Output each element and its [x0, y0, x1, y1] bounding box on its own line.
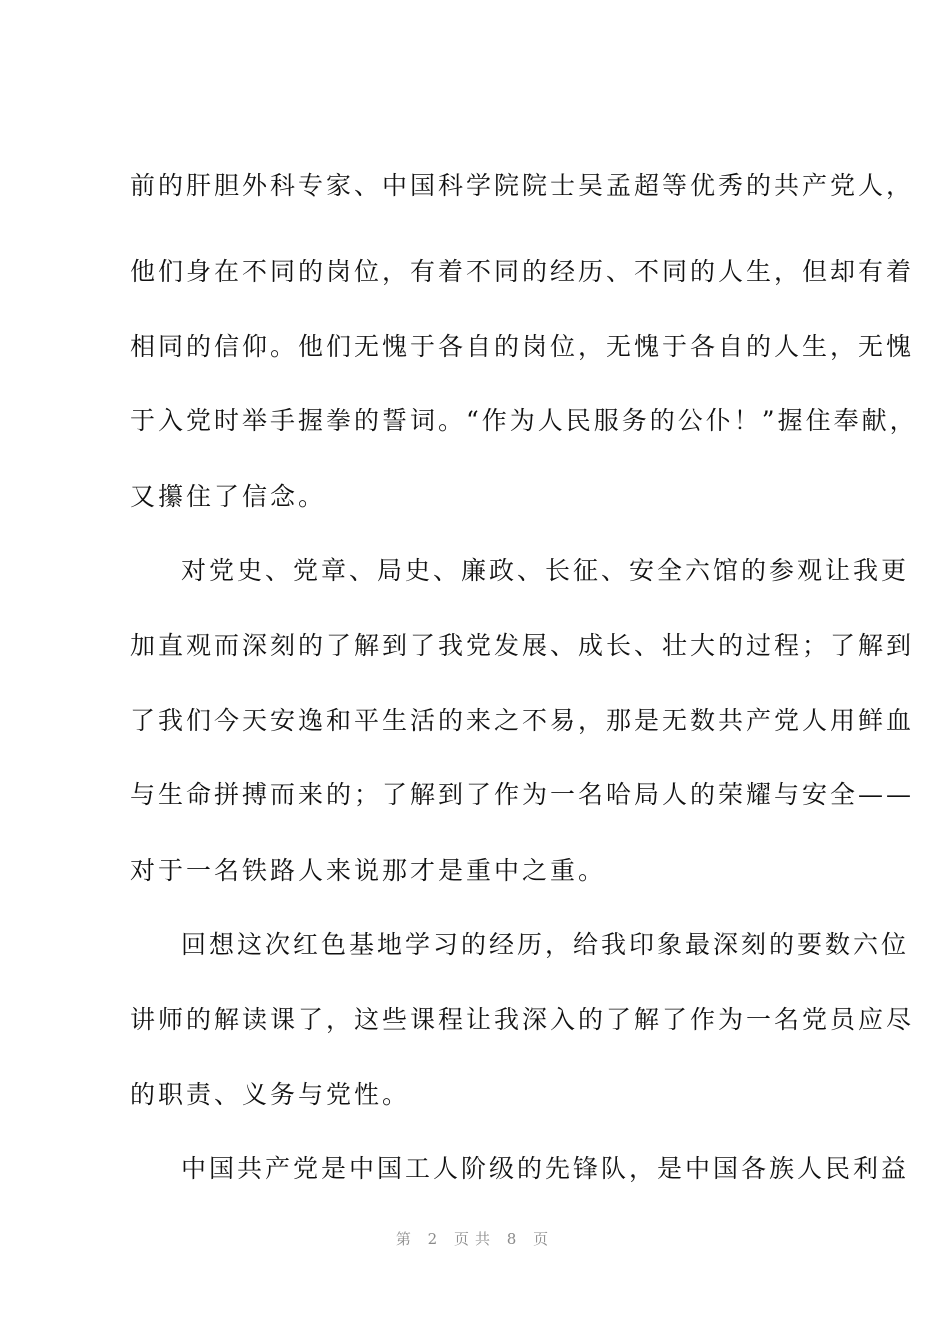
body-text-line: 的职责、义务与党性。: [130, 1080, 411, 1109]
body-text-line: 讲师的解读课了，这些课程让我深入的了解了作为一名党员应尽: [130, 1005, 915, 1034]
body-text-line: 加直观而深刻的了解到了我党发展、成长、壮大的过程；了解到: [130, 631, 915, 660]
body-text-line: 又攥住了信念。: [130, 482, 327, 511]
body-text-line: 中国共产党是中国工人阶级的先锋队，是中国各族人民利益: [181, 1154, 910, 1183]
body-text-line: 回想这次红色基地学习的经历，给我印象最深刻的要数六位: [181, 930, 910, 959]
body-text-line: 了我们今天安逸和平生活的来之不易，那是无数共产党人用鲜血: [130, 706, 915, 735]
body-text-line: 他们身在不同的岗位，有着不同的经历、不同的人生，但却有着: [130, 257, 915, 286]
page-number-footer: 第 2 页共 8 页: [395, 1230, 555, 1248]
body-text-line: 于入党时举手握拳的誓词。“作为人民服务的公仆！”握住奉献，: [130, 406, 918, 435]
body-text-line: 前的肝胆外科专家、中国科学院院士吴孟超等优秀的共产党人，: [130, 171, 915, 200]
body-text-line: 对于一名铁路人来说那才是重中之重。: [130, 856, 607, 885]
body-text-line: 相同的信仰。他们无愧于各自的岗位，无愧于各自的人生，无愧: [130, 332, 915, 361]
body-text-line: 对党史、党章、局史、廉政、长征、安全六馆的参观让我更: [181, 556, 910, 585]
body-text-line: 与生命拼搏而来的；了解到了作为一名哈局人的荣耀与安全——: [130, 780, 915, 809]
